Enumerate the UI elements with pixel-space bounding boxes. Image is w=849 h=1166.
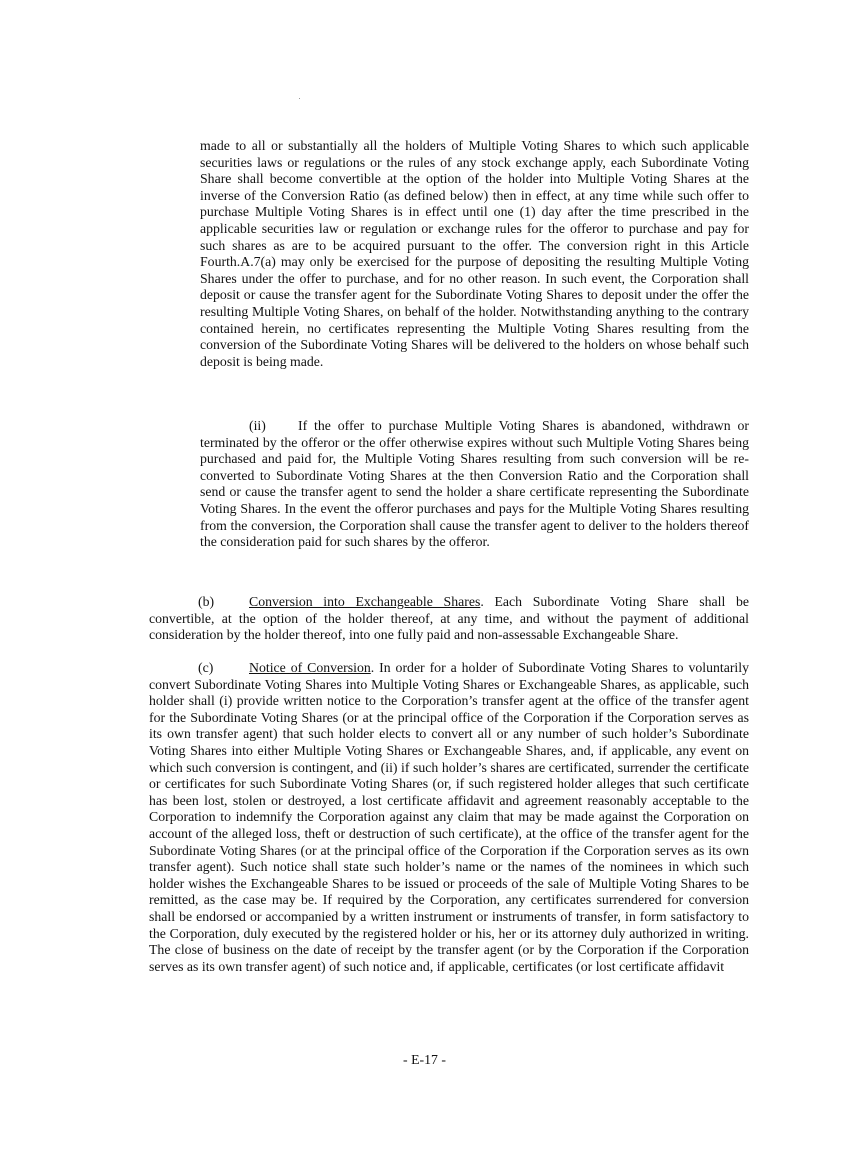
section-heading: Conversion into Exchangeable Shares	[249, 594, 481, 609]
paragraph-continuation: made to all or substantially all the holders of Multiple Voting Shares to which such applicable securities laws or regulations or the rules of any stock exchange apply, each Subordinate Voting Share shall become convertible at the option of the holder into Multiple Voting Shares at the inverse of the Conversion Ratio (as defined below) then in effect, at any time while such offer to purchase Multiple Voting Shares is in effect until one (1) day after the time prescribed in the applicable securities law or regulation or exchange rules for the offeror to purchase and pay for such shares as are to be acquired pursuant to the offer. The conversion right in this Article Fourth.A.7(a) may only be exercised for the purpose of depositing the resulting Multiple Voting Shares under the offer to purchase, and for no other reason. In such event, the Corporation shall deposit or cause the transfer agent for the Subordinate Voting Shares to deposit under the offer the resulting Multiple Voting Shares, on behalf of the holder. Notwithstanding anything to the contrary contained herein, no certificates representing the Multiple Voting Shares resulting from the conversion of the Subordinate Voting Shares will be delivered to the holders on whose behalf such deposit is being made.	[200, 138, 749, 369]
paragraph-ii	[200, 418, 749, 551]
paragraph-number: (c)	[198, 660, 214, 675]
paragraph-c	[149, 660, 749, 975]
paragraph-text: . In order for a holder of Subordinate Voting Shares to voluntarily convert Subordinate Voting Shares into Multiple Voting Shares or Exchangeable Shares, as applicable, such holder shall (i) provide written notice to the Corporation’s transfer agent at the office of the transfer agent for the Subordinate Voting Shares (or at the principal office of the Corporation if the Corporation serves as its own transfer agent) that such holder elects to convert all or any number of such holder’s Subordinate Voting Shares into either Multiple Voting Shares or Exchangeable Shares, and, if applicable, any event on which such conversion is contingent, and (ii) if such holder’s shares are certificated, surrender the certificate or certificates for such Subordinate Voting Shares (or, if such registered holder alleges that such certificate has been lost, stolen or destroyed, a lost certificate affidavit and agreement reasonably acceptable to the Corporation to indemnify the Corporation against any claim that may be made against the Corporation on account of the alleged loss, theft or destruction of such certificate), at the office of the transfer agent for the Subordinate Voting Shares (or at the principal office of the Corporation if the Corporation serves as its own transfer agent). Such notice shall state such holder’s name or the names of the nominees in which such holder wishes the Exchangeable Shares to be issued or proceeds of the sale of Multiple Voting Shares to be remitted, as the case may be. If required by the Corporation, any certificates surrendered for conversion shall be endorsed or accompanied by a written instrument or instruments of transfer, in form satisfactory to the Corporation, duly executed by the registered holder or his, her or its attorney duly authorized in writing. The close of business on the date of receipt by the transfer agent (or by the Corporation if the Corporation serves as its own transfer agent) of such notice and, if applicable, certificates (or lost certificate affidavit	[149, 660, 749, 974]
paragraph-b	[149, 594, 749, 644]
page-number: - E-17 -	[403, 1052, 446, 1067]
paragraph-number: (ii)	[249, 418, 266, 433]
paragraph-number: (b)	[198, 594, 215, 609]
paragraph-text: . Each Subordinate Voting Share shall be convertible, at the option of the holder thereof, at any time, and without the payment of additional consideration by the holder thereof, into one fully paid and non-assessable Exchangeable Share.	[149, 594, 749, 643]
section-heading: Notice of Conversion	[249, 660, 371, 675]
paragraph-text: If the offer to purchase Multiple Voting Shares is abandoned, withdrawn or terminated by the offeror or the offer otherwise expires without such Multiple Voting Shares being purchased and paid for, the Multiple Voting Shares resulting from such conversion will be re-converted to Subordinate Voting Shares at the then Conversion Ratio and the Corporation shall send or cause the transfer agent to send the holder a share certificate representing the Subordinate Voting Shares. In the event the offeror purchases and pays for the Multiple Voting Shares resulting from the conversion, the Corporation shall cause the transfer agent to deliver to the holders thereof the consideration paid for such shares by the offeror.	[200, 418, 749, 550]
scan-mark	[299, 98, 300, 99]
